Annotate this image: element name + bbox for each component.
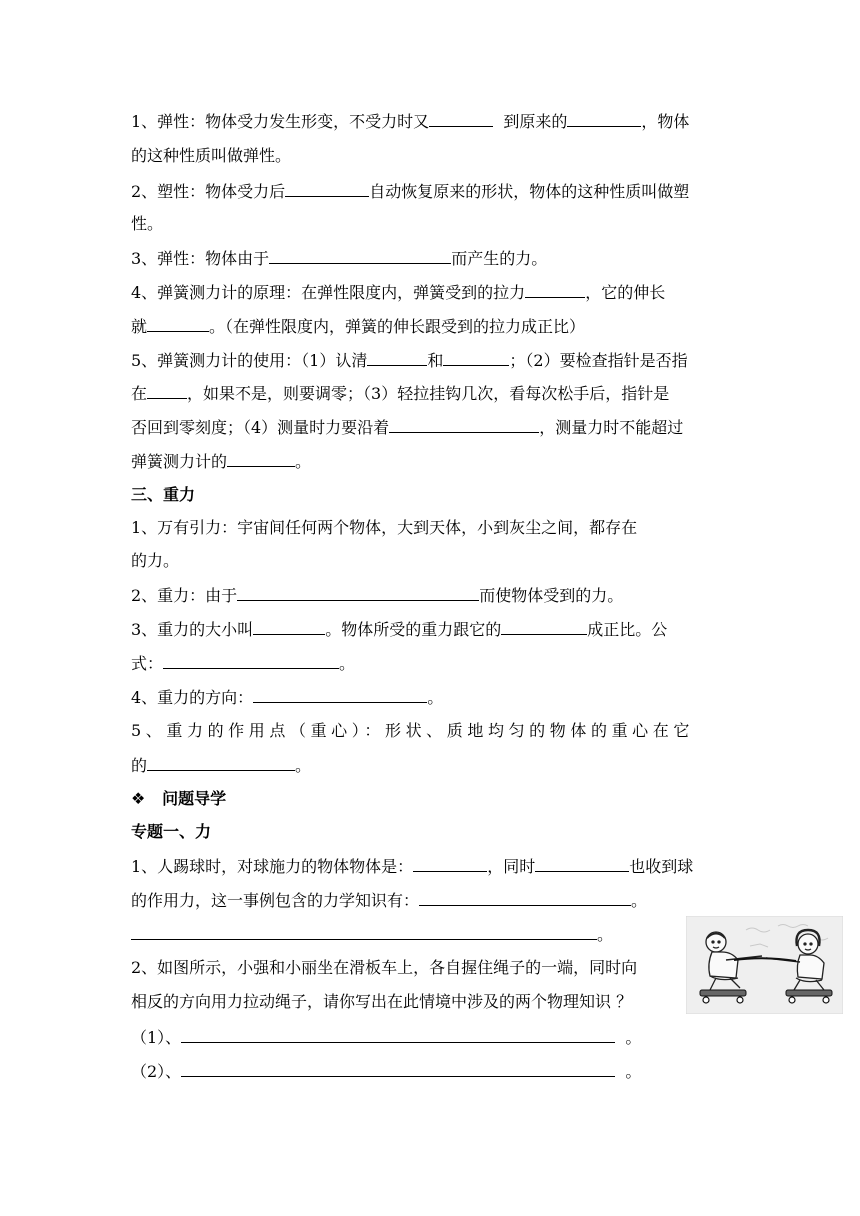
- answer-blank[interactable]: [131, 924, 597, 940]
- answer-blank[interactable]: [181, 1027, 615, 1043]
- text: ，物体: [641, 112, 690, 131]
- answer-blank[interactable]: [237, 585, 479, 601]
- text: 式：: [131, 654, 164, 673]
- text: ；（2）要检查指针是否指: [509, 351, 688, 370]
- answer-blank[interactable]: [227, 451, 295, 467]
- text: ，同时: [487, 857, 536, 876]
- question-1-line-1: [131, 111, 689, 132]
- gravity-1-line-1: [131, 518, 637, 538]
- text: 就: [131, 317, 148, 336]
- text: 相反的方向用力拉动绳子，请你写出在此情境中涉及的两个物理知识 ？: [131, 992, 633, 1011]
- text: 自动恢复原来的形状，物体的这种性质叫做塑: [369, 182, 690, 201]
- problem-2-answer-2: [131, 1061, 641, 1082]
- bullet-diamond-icon: ❖: [131, 789, 146, 808]
- text: 弹簧测力计的: [131, 452, 228, 471]
- text: 而使物体受到的力。: [479, 586, 624, 605]
- section-heading-guide: [131, 789, 226, 809]
- answer-blank[interactable]: [413, 856, 487, 872]
- text: 的力。: [131, 551, 180, 570]
- text: 。: [295, 452, 312, 471]
- text: 的这种性质叫做弹性。: [131, 146, 292, 165]
- heading-text: 专题一、力: [131, 822, 212, 841]
- text: 。: [625, 1062, 642, 1081]
- text: ，它的伸长: [585, 283, 666, 302]
- question-5-line-4: [131, 451, 311, 472]
- problem-1-line-3: [131, 924, 613, 945]
- answer-blank[interactable]: [285, 181, 369, 197]
- problem-2-line-2: [131, 992, 632, 1012]
- text: 3、弹性：物体由于: [131, 249, 270, 268]
- text: 。: [597, 925, 614, 944]
- text: 1、万有引力：宇宙间任何两个物体，大到天体，小到灰尘之间，都存在: [131, 518, 638, 537]
- text: 。: [427, 688, 444, 707]
- problem-2-answer-1: [131, 1027, 641, 1048]
- gravity-5-line-1: [131, 721, 694, 741]
- answer-blank[interactable]: [419, 890, 631, 906]
- answer-blank[interactable]: [147, 755, 295, 771]
- gravity-5-line-2: [131, 755, 311, 776]
- answer-blank[interactable]: [163, 653, 339, 669]
- question-1-line-2: [131, 146, 291, 166]
- answer-blank[interactable]: [567, 111, 641, 127]
- gravity-1-line-2: [131, 551, 179, 571]
- answer-blank[interactable]: [535, 856, 629, 872]
- gravity-3-line-2: [131, 653, 355, 674]
- text: 5、弹簧测力计的使用：（1）认清: [131, 351, 368, 370]
- heading-text: 问题导学: [162, 789, 227, 808]
- text: 的作用力，这一事例包含的力学知识有：: [131, 891, 420, 910]
- question-2-line-1: [131, 181, 689, 202]
- answer-blank[interactable]: [429, 111, 493, 127]
- answer-blank[interactable]: [443, 350, 509, 366]
- text: 。: [295, 756, 312, 775]
- text: 否回到零刻度；（4）测量时力要沿着: [131, 418, 390, 437]
- text: 。: [631, 891, 648, 910]
- text: 。: [625, 1028, 642, 1047]
- problem-1-line-1: [131, 856, 693, 877]
- answer-blank[interactable]: [147, 316, 209, 332]
- text: 1、人踢球时，对球施力的物体物体是：: [131, 857, 414, 876]
- text: 。物体所受的重力跟它的: [325, 620, 502, 639]
- problem-2-line-1: [131, 958, 637, 978]
- question-5-line-2: [131, 383, 669, 404]
- text: 成正比。公: [587, 620, 668, 639]
- text: ，如果不是，则要调零；（3）轻拉挂钩几次，看每次松手后，指针是: [187, 384, 670, 403]
- answer-blank[interactable]: [181, 1061, 615, 1077]
- text: 。（在弹性限度内，弹簧的伸长跟受到的拉力成正比）: [209, 317, 586, 336]
- answer-blank[interactable]: [501, 619, 587, 635]
- text: 在: [131, 384, 148, 403]
- section-heading-gravity: [131, 485, 195, 505]
- text: 也收到球: [629, 857, 694, 876]
- question-5-line-1: [131, 350, 688, 371]
- rope-pulling-illustration: [686, 916, 843, 1014]
- text: 和: [427, 351, 444, 370]
- text: 2、塑性：物体受力后: [131, 182, 286, 201]
- text: 2、如图所示，小强和小丽坐在滑板车上，各自握住绳子的一端，同时向: [131, 958, 638, 977]
- answer-blank[interactable]: [389, 417, 539, 433]
- text: ，测量力时不能超过: [539, 418, 684, 437]
- answer-blank[interactable]: [253, 687, 427, 703]
- text: 到原来的: [503, 112, 568, 131]
- text: 1、弹性：物体受力发生形变，不受力时又: [131, 112, 430, 131]
- question-3-line: [131, 248, 547, 269]
- gravity-3-line-1: [131, 619, 667, 640]
- answer-blank[interactable]: [367, 350, 427, 366]
- problem-1-line-2: [131, 890, 647, 911]
- answer-blank[interactable]: [253, 619, 325, 635]
- question-5-line-3: [131, 417, 683, 438]
- question-4-line-1: [131, 282, 665, 303]
- gravity-2-line: [131, 585, 623, 606]
- answer-blank[interactable]: [269, 248, 451, 264]
- text: （1）、: [131, 1028, 182, 1047]
- text: 而产生的力。: [451, 249, 548, 268]
- text: 性。: [131, 214, 164, 233]
- answer-blank[interactable]: [525, 282, 585, 298]
- text: 的: [131, 756, 148, 775]
- text: 。: [339, 654, 356, 673]
- heading-text: 三、重力: [131, 485, 196, 504]
- text: 5、重力的作用点（重心）：形状、质地均匀的物体的重心在它: [131, 721, 694, 740]
- text: 2、重力：由于: [131, 586, 238, 605]
- question-2-line-2: [131, 214, 163, 234]
- topic-heading: [131, 822, 211, 842]
- question-4-line-2: [131, 316, 585, 337]
- text: 4、弹簧测力计的原理：在弹性限度内，弹簧受到的拉力: [131, 283, 526, 302]
- gravity-4-line: [131, 687, 443, 708]
- text: （2）、: [131, 1062, 182, 1081]
- text: 3、重力的大小叫: [131, 620, 254, 639]
- answer-blank[interactable]: [147, 383, 187, 399]
- text: 4、重力的方向：: [131, 688, 254, 707]
